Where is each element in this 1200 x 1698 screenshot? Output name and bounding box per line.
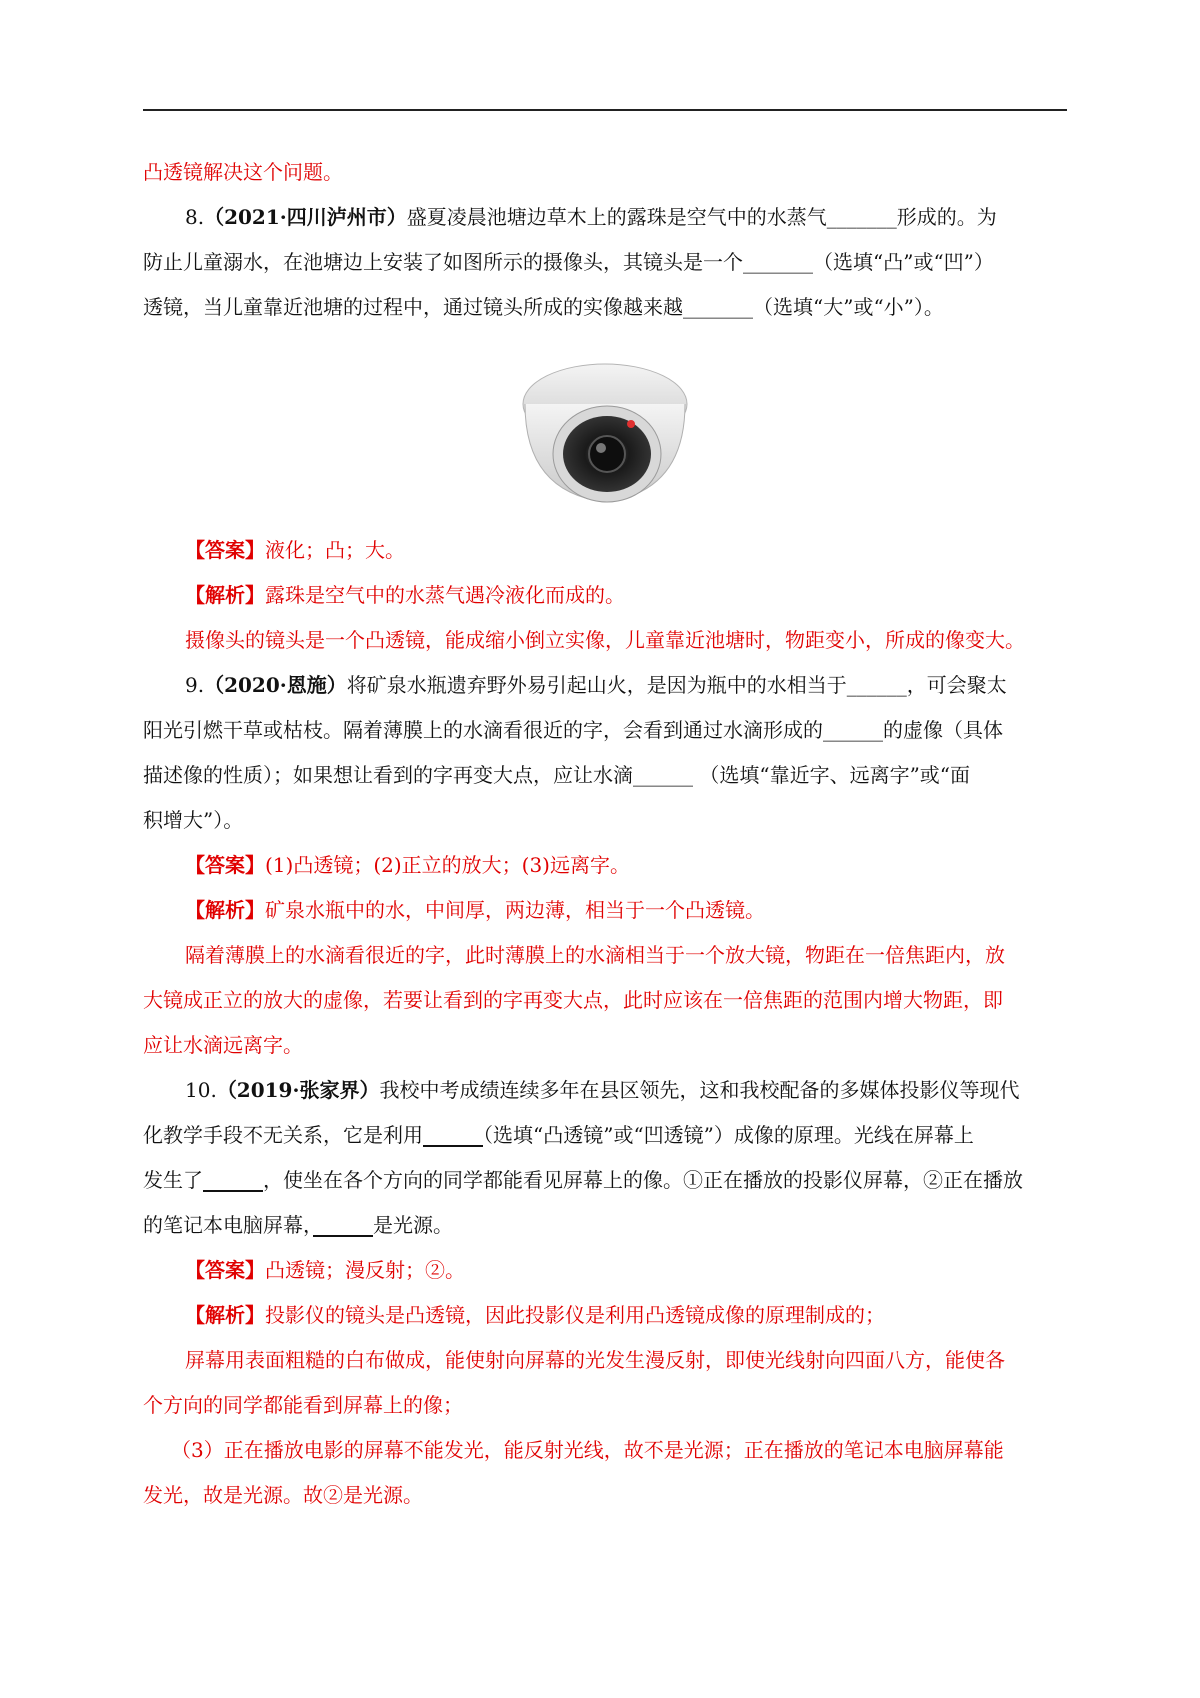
question-9-analysis-2: 隔着薄膜上的水滴看很近的字，此时薄膜上的水滴相当于一个放大镜，物距在一倍焦距内，放	[185, 943, 1005, 967]
analysis-text: 投影仪的镜头是凸透镜，因此投影仪是利用凸透镜成像的原理制成的；	[265, 1303, 885, 1327]
question-10-analysis-3: 个方向的同学都能看到屏幕上的像；	[143, 1393, 463, 1417]
question-8-line-3: 透镜，当儿童靠近池塘的过程中，通过镜头所成的实像越来越_______（选填“大”或“小”）。	[143, 295, 944, 319]
question-number: 10.	[185, 1078, 217, 1102]
question-9-line-4: 积增大”）。	[143, 808, 244, 832]
dome-camera-image	[515, 342, 695, 522]
question-9-answer	[143, 843, 1067, 888]
analysis-label: 【解析】	[185, 898, 265, 922]
question-8-analysis	[143, 573, 1067, 618]
question-10-analysis	[143, 1293, 1067, 1338]
question-9-analysis-3: 大镜成正立的放大的虚像，若要让看到的字再变大点，此时应该在一倍焦距的范围内增大物距，即	[143, 988, 1003, 1012]
question-text: 化教学手段不无关系，它是利用	[143, 1123, 423, 1147]
question-10-analysis-4: （3）正在播放电影的屏幕不能发光，能反射光线，故不是光源；正在播放的笔记本电脑屏幕能	[171, 1438, 1004, 1462]
analysis-text: 露珠是空气中的水蒸气遇冷液化而成的。	[265, 583, 625, 607]
analysis-text: 矿泉水瓶中的水，中间厚，两边薄，相当于一个凸透镜。	[265, 898, 765, 922]
question-10-analysis-2: 屏幕用表面粗糙的白布做成，能使射向屏幕的光发生漫反射，即使光线射向四面八方，能使各	[185, 1348, 1005, 1372]
question-text: 的笔记本电脑屏幕，	[143, 1213, 313, 1237]
question-source: （2020·恩施）	[204, 673, 347, 697]
question-text: 发生了	[143, 1168, 203, 1192]
answer-blank	[423, 1123, 483, 1147]
question-8-answer	[143, 528, 1067, 573]
question-9-line-1	[143, 663, 1067, 708]
question-9-line-3: 描述像的性质）；如果想让看到的字再变大点，应让水滴______ （选填“靠近字、远离字”或“面	[143, 763, 971, 787]
question-10-line-2	[143, 1113, 1067, 1158]
question-10-line-1	[143, 1068, 1067, 1113]
question-text: 将矿泉水瓶遗弃野外易引起山火，是因为瓶中的水相当于______，可会聚太	[346, 673, 1007, 697]
answer-blank	[203, 1168, 263, 1192]
answer-label: 【答案】	[185, 853, 265, 877]
question-source: （2019·张家界）	[216, 1078, 380, 1102]
answer-text: (1)凸透镜；(2)正立的放大；(3)远离字。	[265, 853, 630, 877]
question-8-line-1	[143, 195, 1067, 240]
question-text: ，使坐在各个方向的同学都能看见屏幕上的像。①正在播放的投影仪屏幕，②正在播放	[263, 1168, 1023, 1192]
question-8-line-2: 防止儿童溺水，在池塘边上安装了如图所示的摄像头，其镜头是一个_______（选填“凸”或“凹”）	[143, 250, 994, 274]
header-rule	[143, 109, 1067, 111]
question-text: 我校中考成绩连续多年在县区领先，这和我校配备的多媒体投影仪等现代	[379, 1078, 1020, 1102]
question-8-analysis-2: 摄像头的镜头是一个凸透镜，能成缩小倒立实像，儿童靠近池塘时，物距变小，所成的像变大。	[185, 628, 1025, 652]
analysis-label: 【解析】	[185, 583, 265, 607]
question-10-line-4	[143, 1203, 1067, 1248]
answer-text: 凸透镜；漫反射；②。	[265, 1258, 465, 1282]
analysis-label: 【解析】	[185, 1303, 265, 1327]
question-text: 是光源。	[373, 1213, 453, 1237]
question-9-line-2: 阳光引燃干草或枯枝。隔着薄膜上的水滴看很近的字，会看到通过水滴形成的______的虚像（具体	[143, 718, 1003, 742]
question-9-analysis-4: 应让水滴远离字。	[143, 1033, 303, 1057]
question-number: 9.	[185, 673, 205, 697]
question-text: 盛夏凌晨池塘边草木上的露珠是空气中的水蒸气_______形成的。为	[406, 205, 997, 229]
answer-text: 液化；凸；大。	[265, 538, 405, 562]
answer-label: 【答案】	[185, 1258, 265, 1282]
question-text: （选填“凸透镜”或“凹透镜”）成像的原理。光线在屏幕上	[483, 1123, 974, 1147]
camera-figure	[143, 342, 1067, 522]
answer-blank	[313, 1213, 373, 1237]
question-10-line-3	[143, 1158, 1067, 1203]
answer-label: 【答案】	[185, 538, 265, 562]
question-10-answer	[143, 1248, 1067, 1293]
question-10-analysis-5: 发光，故是光源。故②是光源。	[143, 1483, 423, 1507]
document-body	[143, 150, 1067, 1518]
question-source: （2021·四川泸州市）	[204, 205, 407, 229]
continuation-line: 凸透镜解决这个问题。	[143, 160, 343, 184]
question-number: 8.	[185, 205, 205, 229]
question-9-analysis	[143, 888, 1067, 933]
